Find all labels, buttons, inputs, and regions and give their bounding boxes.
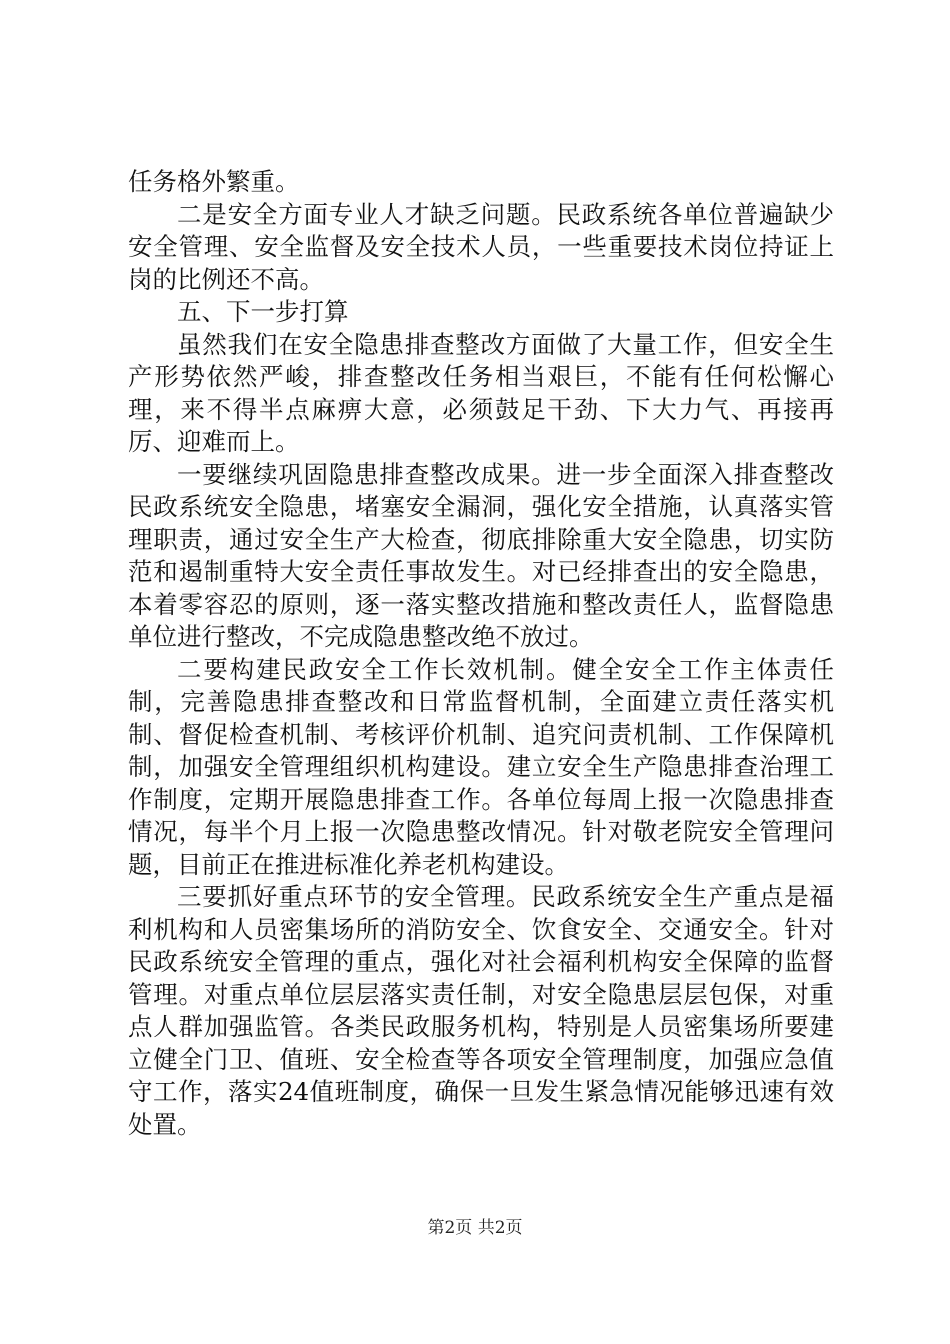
paragraph-6: 三要抓好重点环节的安全管理。民政系统安全生产重点是福利机构和人员密集场所的消防安全、饮食安全、交通安全。针对民政系统安全管理的重点，强化对社会福利机构安全保障的监督管理。对重点单位层层落实责任制，对安全隐患层层包保，对重点人群加强监管。各类民政服务机构，特别是人员密集场所要建立健全门卫、值班、安全检查等各项安全管理制度，加强应急值守工作，落实24值班制度，确保一旦发生紧急情况能够迅速有效处置。 — [128, 882, 834, 1139]
paragraph-4: 一要继续巩固隐患排查整改成果。进一步全面深入排查整改民政系统安全隐患，堵塞安全漏洞，强化安全措施，认真落实管理职责，通过安全生产大检查，彻底排除重大安全隐患，切实防范和遏制重特大安全责任事故发生。对已经排查出的安全隐患，本着零容忍的原则，逐一落实整改措施和整改责任人，监督隐患单位进行整改，不完成隐患整改绝不放过。 — [128, 459, 834, 651]
paragraph-3: 虽然我们在安全隐患排查整改方面做了大量工作，但安全生产形势依然严峻，排查整改任务相当艰巨，不能有任何松懈心理，来不得半点麻痹大意，必须鼓足干劲、下大力气、再接再厉、迎难而上。 — [128, 329, 834, 456]
section-heading: 五、下一步打算 — [177, 297, 349, 326]
document-body — [128, 166, 834, 1141]
paragraph-2: 二是安全方面专业人才缺乏问题。民政系统各单位普遍缺少安全管理、安全监督及安全技术人员，一些重要技术岗位持证上岗的比例还不高。 — [128, 199, 834, 294]
paragraph-1: 任务格外繁重。 — [128, 167, 300, 196]
page-footer: 第2页 共2页 — [427, 1218, 523, 1238]
paragraph-5: 二要构建民政安全工作长效机制。健全安全工作主体责任制，完善隐患排查整改和日常监督机制，全面建立责任落实机制、督促检查机制、考核评价机制、追究问责机制、工作保障机制，加强安全管理组织机构建设。建立安全生产隐患排查治理工作制度，定期开展隐患排查工作。各单位每周上报一次隐患排查情况，每半个月上报一次隐患整改情况。针对敬老院安全管理问题，目前正在推进标准化养老机构建设。 — [128, 654, 834, 879]
